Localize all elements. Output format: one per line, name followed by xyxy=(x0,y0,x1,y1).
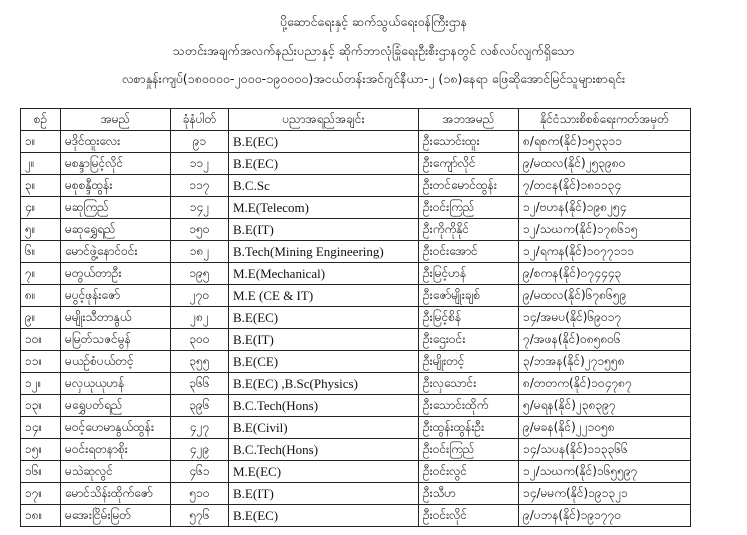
father-name-cell: ဦးမျိုးတင့် xyxy=(419,351,519,373)
table-row xyxy=(21,351,691,373)
seat-no-cell: ၂၈၂ xyxy=(171,307,229,329)
name-cell: မဝင့်ဟေမာနွယ်ထွန်း xyxy=(61,417,171,439)
father-name-cell: ဦးတင်မောင်ထွန်း xyxy=(419,175,519,197)
name-cell: မဝင်းရတနာစိုး xyxy=(61,439,171,461)
name-cell: မောင်သိန်းထိုက်ဇော် xyxy=(61,483,171,505)
seat-no-cell: ၁၅၀ xyxy=(171,219,229,241)
col-header-seat-no: ခုံနံပါတ် xyxy=(171,109,229,131)
serial-cell: ၄။ xyxy=(21,197,61,219)
table-row xyxy=(21,285,691,307)
father-name-cell: ဦးမြင့်ဟန် xyxy=(419,263,519,285)
serial-cell: ၁၅။ xyxy=(21,439,61,461)
qualification-cell: B.E(IT) xyxy=(229,483,419,505)
nrc-cell: ၅/မရန(နိုင်)၂၃၈၃၉၇ xyxy=(519,395,691,417)
nrc-cell: ၁၄/မမက(နိုင်)၁၉၁၃၂၁ xyxy=(519,483,691,505)
name-cell: မဒိုင်ထူးလေး xyxy=(61,131,171,153)
table-row xyxy=(21,241,691,263)
father-name-cell: ဦးဇော်မျိုးချစ် xyxy=(419,285,519,307)
qualification-cell: B.E(EC) ,B.Sc(Physics) xyxy=(229,373,419,395)
father-name-cell: ဦးဝင်းကြည် xyxy=(419,197,519,219)
nrc-cell: ၉/မခန(နိုင်)၂၂၁၀၅၈ xyxy=(519,417,691,439)
seat-no-cell: ၃၀၀ xyxy=(171,329,229,351)
serial-cell: ၁၃။ xyxy=(21,395,61,417)
seat-no-cell: ၂၇၀ xyxy=(171,285,229,307)
table-row xyxy=(21,461,691,483)
seat-no-cell: ၁၁၇ xyxy=(171,175,229,197)
nrc-cell: ၇/အဖန(နိုင်)၀၈၅၈၀၆ xyxy=(519,329,691,351)
seat-no-cell: ၁၁၂ xyxy=(171,153,229,175)
qualification-cell: B.C.Tech(Hons) xyxy=(229,439,419,461)
nrc-cell: ၁၂/ရကန(နိုင်)၁၀၇၇၁၁၁ xyxy=(519,241,691,263)
nrc-cell: ၁၂/သဃက(နိုင်)၁၇၈၆၁၅ xyxy=(519,219,691,241)
father-name-cell: ဦးဝင်းလွင် xyxy=(419,461,519,483)
seat-no-cell: ၃၅၅ xyxy=(171,351,229,373)
table-body xyxy=(21,131,691,527)
father-name-cell: ဦးလှသောင်း xyxy=(419,373,519,395)
name-cell: မအေးငြိမ်းမြတ် xyxy=(61,505,171,527)
table-row xyxy=(21,307,691,329)
col-header-father-name: အဘအမည် xyxy=(419,109,519,131)
nrc-cell: ၇/တငန(နိုင်)၁၈၁၁၃၄ xyxy=(519,175,691,197)
father-name-cell: ဦးဝင်းကြည် xyxy=(419,439,519,461)
seat-no-cell: ၁၉၅ xyxy=(171,263,229,285)
results-table xyxy=(20,108,691,527)
father-name-cell: ဦးသောင်းထူး xyxy=(419,131,519,153)
table-row xyxy=(21,483,691,505)
col-header-serial: စဉ် xyxy=(21,109,61,131)
name-cell: မောင်ဖွဲ့နောင်ဝင်း xyxy=(61,241,171,263)
qualification-cell: B.E(EC) xyxy=(229,131,419,153)
name-cell: မမြတ်သဇင်မွန် xyxy=(61,329,171,351)
table-row xyxy=(21,373,691,395)
serial-cell: ၁၂။ xyxy=(21,373,61,395)
name-cell: မစုစန္ဒီထွန်း xyxy=(61,175,171,197)
father-name-cell: ဦးသီဟ xyxy=(419,483,519,505)
qualification-cell: B.E(EC) xyxy=(229,505,419,527)
nrc-cell: ၁၄/သပန(နိုင်)၁၁၃၃၆၆ xyxy=(519,439,691,461)
serial-cell: ၂။ xyxy=(21,153,61,175)
qualification-cell: B.C.Tech(Hons) xyxy=(229,395,419,417)
nrc-cell: ၃/ဘအန(နိုင်)၂၇၁၅၅၈ xyxy=(519,351,691,373)
table-row xyxy=(21,329,691,351)
qualification-cell: B.C.Sc xyxy=(229,175,419,197)
father-name-cell: ဦးဝင်းအောင် xyxy=(419,241,519,263)
father-name-cell: ဦးမြင့်စိန် xyxy=(419,307,519,329)
table-row xyxy=(21,175,691,197)
qualification-cell: B.E(IT) xyxy=(229,219,419,241)
qualification-cell: B.E(EC) xyxy=(229,307,419,329)
table-header-row xyxy=(21,109,691,131)
table-row xyxy=(21,219,691,241)
father-name-cell: ဦးထွန်းထွန်းဦး xyxy=(419,417,519,439)
serial-cell: ၁။ xyxy=(21,131,61,153)
nrc-cell: ၈/ရစက(နိုင်)၁၅၃၃၁၁ xyxy=(519,131,691,153)
header-title: လစာနှုန်းကျပ်(၁၈၀၀၀၀-၂၀၀၀-၁၉၀၀၀၀)အငယ်တန်းအင်ဂျင်နီယာ-၂ (၁၈)နေရာ ဖြေဆိုအောင်မြင်သူများစာရင်း xyxy=(121,71,626,86)
seat-no-cell: ၁၄၂ xyxy=(171,197,229,219)
seat-no-cell: ၃၆၆ xyxy=(171,373,229,395)
serial-cell: ၁၄။ xyxy=(21,417,61,439)
seat-no-cell: ၃၉၆ xyxy=(171,395,229,417)
qualification-cell: M.E (CE & IT) xyxy=(229,285,419,307)
qualification-cell: M.E(Mechanical) xyxy=(229,263,419,285)
serial-cell: ၈။ xyxy=(21,285,61,307)
nrc-cell: ၉/မထလ(နိုင်)၂၅၃၉၈၀ xyxy=(519,153,691,175)
table-row xyxy=(21,505,691,527)
table-row xyxy=(21,395,691,417)
table-row xyxy=(21,153,691,175)
name-cell: မတွယ်တာဦး xyxy=(61,263,171,285)
name-cell: မလှယုယုဟန် xyxy=(61,373,171,395)
serial-cell: ၉။ xyxy=(21,307,61,329)
qualification-cell: B.E(CE) xyxy=(229,351,419,373)
seat-no-cell: ၄၆၁ xyxy=(171,461,229,483)
serial-cell: ၅။ xyxy=(21,219,61,241)
father-name-cell: ဦးဌေးဝင်း xyxy=(419,329,519,351)
serial-cell: ၇။ xyxy=(21,263,61,285)
nrc-cell: ၉/စကန(နိုင်)၀၇၄၄၄၃ xyxy=(519,263,691,285)
header-department: သတင်းအချက်အလက်နည်းပညာနှင့် ဆိုက်ဘာလုံခြုံရေးဦးစီးဌာနတွင် လစ်လပ်လျက်ရှိသော xyxy=(172,43,575,58)
serial-cell: ၁၆။ xyxy=(21,461,61,483)
nrc-cell: ၁၂/ဗဟန(နိုင်)၁၉၈၂၅၄ xyxy=(519,197,691,219)
serial-cell: ၆။ xyxy=(21,241,61,263)
father-name-cell: ဦးကျော်လိုင် xyxy=(419,153,519,175)
father-name-cell: ဦးဝင်းလိုင် xyxy=(419,505,519,527)
serial-cell: ၁၀။ xyxy=(21,329,61,351)
table-row xyxy=(21,131,691,153)
name-cell: မသဲဆုလွင် xyxy=(61,461,171,483)
nrc-cell: ၁၄/အမပ(နိုင်)၆၉၀၁၇ xyxy=(519,307,691,329)
seat-no-cell: ၉၁ xyxy=(171,131,229,153)
table-row xyxy=(21,439,691,461)
qualification-cell: B.E(EC) xyxy=(229,153,419,175)
qualification-cell: B.E(IT) xyxy=(229,329,419,351)
col-header-qualification: ပညာအရည်အချင်း xyxy=(229,109,419,131)
nrc-cell: ၁၂/သဃက(နိုင်)၁၆၅၅၉၇ xyxy=(519,461,691,483)
qualification-cell: M.E(Telecom) xyxy=(229,197,419,219)
seat-no-cell: ၄၂၇ xyxy=(171,417,229,439)
father-name-cell: ဦးသောင်းထိုက် xyxy=(419,395,519,417)
serial-cell: ၁၈။ xyxy=(21,505,61,527)
serial-cell: ၁၁။ xyxy=(21,351,61,373)
seat-no-cell: ၄၂၉ xyxy=(171,439,229,461)
name-cell: မမျိုးသီတာနွယ် xyxy=(61,307,171,329)
qualification-cell: B.E(Civil) xyxy=(229,417,419,439)
name-cell: မရွှေပတ်ရည် xyxy=(61,395,171,417)
name-cell: မဆုကြည် xyxy=(61,197,171,219)
seat-no-cell: ၁၈၂ xyxy=(171,241,229,263)
serial-cell: ၁၇။ xyxy=(21,483,61,505)
col-header-name: အမည် xyxy=(61,109,171,131)
table-row xyxy=(21,263,691,285)
seat-no-cell: ၅၇၆ xyxy=(171,505,229,527)
name-cell: မဆုရွှေရည် xyxy=(61,219,171,241)
col-header-nrc: နိုင်ငံသားစိစစ်ရေးကတ်အမှတ် xyxy=(519,109,691,131)
qualification-cell: M.E(EC) xyxy=(229,461,419,483)
father-name-cell: ဦးကိုကိုနိုင် xyxy=(419,219,519,241)
nrc-cell: ၉/ပဘန(နိုင်)၁၉၁၇၇၀ xyxy=(519,505,691,527)
header-ministry: ပို့ဆောင်ရေးနှင့် ဆက်သွယ်ရေးဝန်ကြီးဌာန xyxy=(279,14,468,29)
serial-cell: ၃။ xyxy=(21,175,61,197)
name-cell: မစန္ဒာမြင့်လိုင် xyxy=(61,153,171,175)
qualification-cell: B.Tech(Mining Engineering) xyxy=(229,241,419,263)
nrc-cell: ၈/တတက(နိုင်)၁၀၄၇၈၇ xyxy=(519,373,691,395)
nrc-cell: ၉/မထလ(နိုင်)၆၇၈၆၅၉ xyxy=(519,285,691,307)
name-cell: မယဉ်စံပယ်တင့် xyxy=(61,351,171,373)
name-cell: မပွင့်ဖုန်းဇော် xyxy=(61,285,171,307)
table-row xyxy=(21,417,691,439)
seat-no-cell: ၅၁၀ xyxy=(171,483,229,505)
table-row xyxy=(21,197,691,219)
